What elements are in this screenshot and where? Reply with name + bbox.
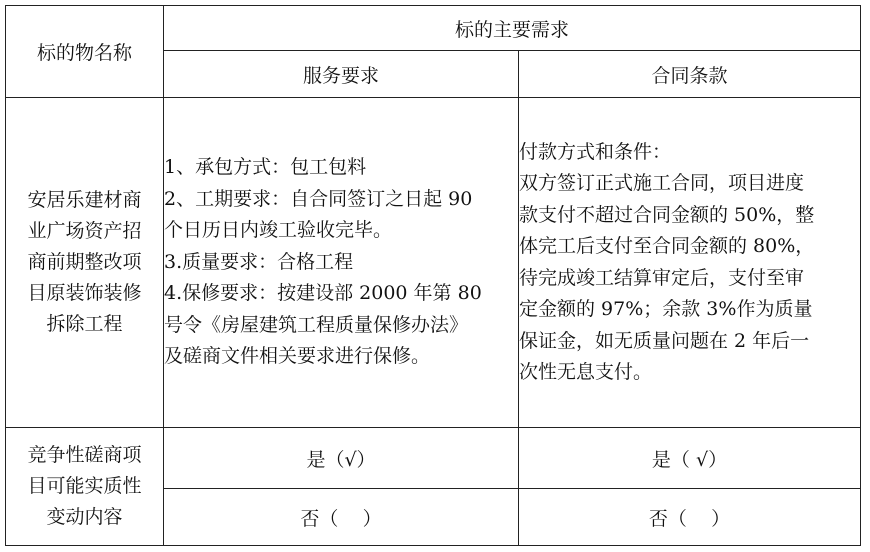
variation-row-yes — [6, 428, 861, 489]
service-line: 1、承包方式：包工包料 — [164, 156, 367, 179]
service-line: 个日历日内竣工验收完毕。 — [164, 219, 393, 242]
contract-line: 付款方式和条件： — [519, 140, 672, 163]
contract-no-cell: 否（ ） — [519, 489, 861, 546]
service-line: 及磋商文件相关要求进行保修。 — [164, 345, 431, 368]
service-line: 4.保修要求：按建设部 2000 年第 80 — [164, 282, 482, 305]
service-line: 号令《房屋建筑工程质量保修办法》 — [164, 313, 469, 336]
item-name-cell — [6, 98, 164, 428]
item-name-line: 拆除工程 — [46, 313, 123, 335]
item-name-line: 安居乐建材商 — [27, 189, 142, 211]
item-name-line: 商前期整改项 — [27, 251, 142, 273]
contract-line: 保证金，如无质量问题在 2 年后一 — [519, 329, 810, 352]
contract-yes-cell: 是（ √） — [519, 428, 861, 489]
item-name-line: 业广场资产招 — [27, 220, 142, 242]
contract-line: 待完成竣工结算审定后，支付至审 — [519, 266, 805, 289]
variation-label-line: 变动内容 — [46, 506, 123, 528]
variation-label-line: 目可能实质性 — [27, 475, 142, 497]
variation-label-cell — [6, 428, 164, 546]
service-requirements-header: 服务要求 — [164, 51, 519, 98]
item-name-line: 目原装饰装修 — [27, 282, 142, 304]
contract-line: 定金额的 97%；余款 3%作为质量 — [519, 298, 813, 320]
contract-terms-header: 合同条款 — [519, 51, 861, 98]
service-requirements-cell — [164, 98, 519, 428]
service-line: 3.质量要求：合格工程 — [164, 250, 354, 273]
project-row — [6, 98, 861, 428]
contract-terms-cell — [519, 98, 861, 428]
contract-line: 款支付不超过合同金额的 50%，整 — [519, 203, 815, 226]
header-row-1 — [6, 6, 861, 51]
variation-label-line: 竞争性磋商项 — [27, 444, 142, 466]
service-no-cell: 否（ ） — [164, 489, 519, 546]
contract-line: 双方签订正式施工合同，项目进度 — [519, 172, 805, 194]
service-yes-cell: 是（√） — [164, 428, 519, 489]
requirements-table — [5, 5, 861, 546]
main-requirements-header: 标的主要需求 — [164, 6, 861, 51]
item-name-header: 标的物名称 — [6, 6, 164, 98]
service-line: 2、工期要求：自合同签订之日起 90 — [164, 187, 473, 210]
contract-line: 体完工后支付至合同金额的 80%， — [519, 235, 815, 257]
contract-line: 次性无息支付。 — [519, 361, 653, 383]
